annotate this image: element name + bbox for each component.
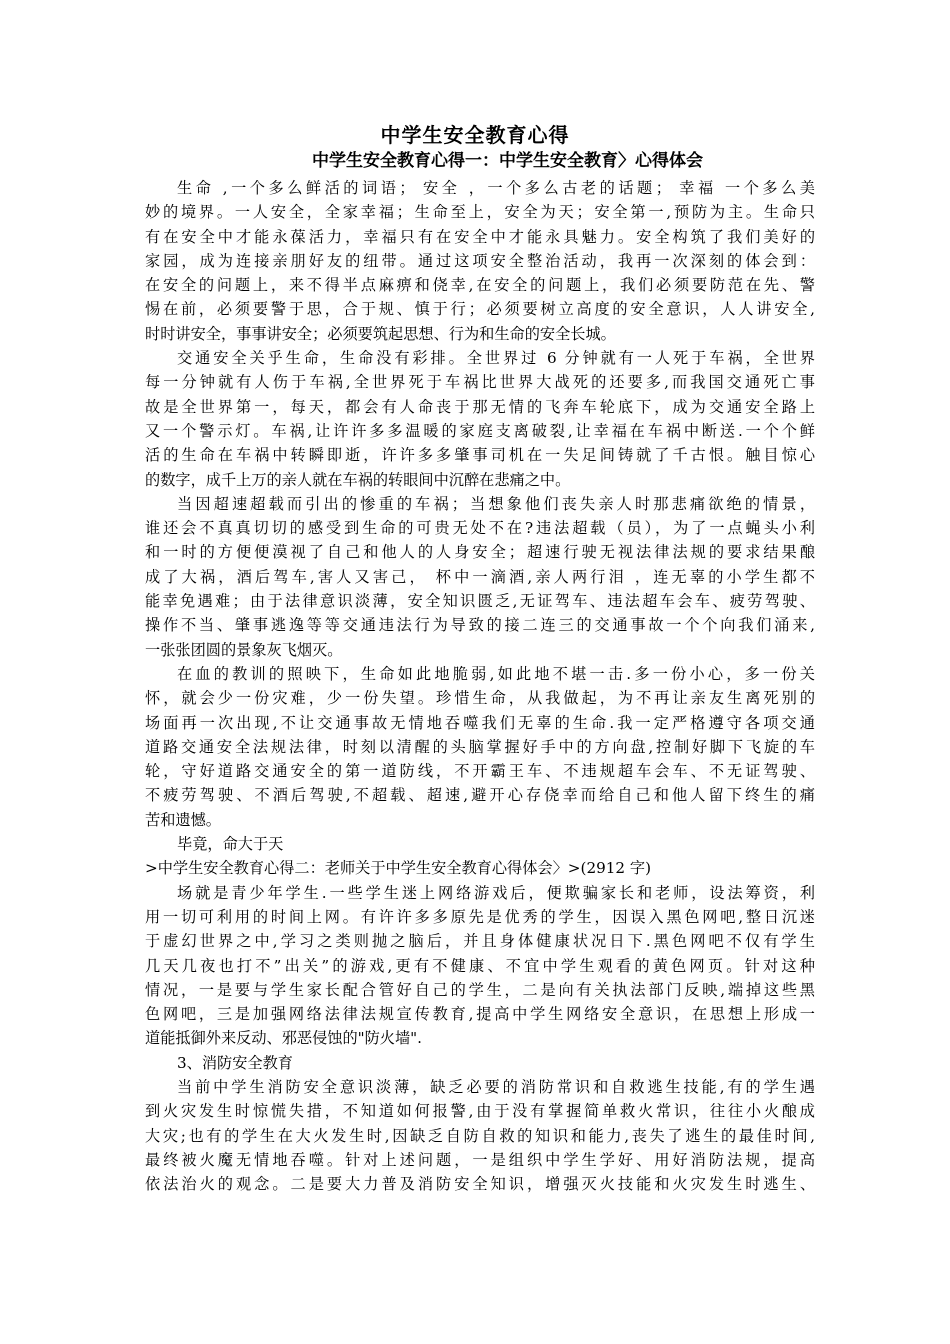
text-line: 时时讲安全，事事讲安全；必须要筑起思想、行为和生命的安全长城。 bbox=[145, 324, 616, 343]
text-line: 当因超速超载而引出的惨重的车祸；当想象他们丧失亲人时那悲痛欲绝的情景， bbox=[177, 494, 815, 513]
text-line: 活的生命在车祸中转瞬即逝，许许多多肇事司机在一失足间铸就了千古恨。触目惊心 bbox=[145, 446, 815, 465]
text-line: 故是全世界第一，每天，都会有人命丧于那无情的飞奔车轮底下，成为交通安全路上 bbox=[145, 397, 815, 416]
text-line: 操作不当、肇事逃逸等等交通违法行为导致的接二连三的交通事故一个个向我们涌来, bbox=[145, 616, 815, 635]
text-line: 于虚幻世界之中,学习之类则抛之脑后，并且身体健康状况日下.黑色网吧不仅有学生 bbox=[145, 932, 815, 951]
text-line: 又一个警示灯。车祸,让许许多多温暖的家庭支离破裂,让幸福在车祸中断送.一个个鲜 bbox=[145, 421, 815, 440]
document-title: 中学生安全教育心得 bbox=[380, 123, 570, 147]
text-line: 生命 ,一个多么鲜活的词语； 安全 ，一个多么古老的话题； 幸福 一个多么美 bbox=[177, 179, 815, 197]
text-line: 一张张团圆的景象灰飞烟灭。 bbox=[145, 640, 343, 659]
text-line: 家园，成为连接亲朋好友的纽带。通过这项安全整治活动，我再一次深刻的体会到： bbox=[145, 251, 815, 270]
text-line: 大灾;也有的学生在大火发生时,因缺乏自防自救的知识和能力,丧失了逃生的最佳时间, bbox=[145, 1126, 815, 1145]
text-line: 几天几夜也打不”出关”的游戏,更有不健康、不宜中学生观看的黄色网页。针对这种 bbox=[145, 956, 815, 975]
text-line: 有在安全中才能永葆活力，幸福只有在安全中才能永具魅力。安全构筑了我们美好的 bbox=[145, 227, 815, 246]
text-line: 场就是青少年学生.一些学生迷上网络游戏后，便欺骗家长和老师，设法筹资，利 bbox=[177, 883, 815, 902]
text-line: 毕竟，命大于天 bbox=[177, 835, 284, 854]
text-line: 色网吧，三是加强网络法律法规宣传教育,提高中学生网络安全意识，在思想上形成一 bbox=[145, 1005, 815, 1024]
text-line: 每一分钟就有人伤于车祸,全世界死于车祸比世界大战死的还要多,而我国交通死亡事 bbox=[145, 373, 815, 392]
text-line: 交通安全关乎生命，生命没有彩排。全世界过 6 分钟就有一人死于车祸，全世界 bbox=[177, 349, 815, 368]
text-line: 在血的教训的照映下，生命如此地脆弱,如此地不堪一击.多一份小心，多一份关 bbox=[177, 664, 815, 683]
text-line: 苦和遗憾。 bbox=[145, 810, 221, 829]
text-line: 最终被火魔无情地吞噬。针对上述问题，一是组织中学生学好、用好消防法规，提高 bbox=[145, 1150, 815, 1169]
text-line: 和一时的方便便漠视了自己和他人的人身安全；超速行驶无视法律法规的要求结果酿 bbox=[145, 543, 815, 562]
text-line: 到火灾发生时惊慌失措，不知道如何报警,由于没有掌握简单救火常识，往往小火酿成 bbox=[145, 1102, 815, 1121]
text-line: 怀，就会少一份灾难，少一份失望。珍惜生命，从我做起，为不再让亲友生离死别的 bbox=[145, 689, 815, 708]
text-line: >中学生安全教育心得二：老师关于中学生安全教育心得体会〉>(2912 字) bbox=[145, 859, 652, 878]
text-line: 场面再一次出现,不让交通事故无情地吞噬我们无辜的生命.我一定严格遵守各项交通 bbox=[145, 713, 815, 732]
text-line: 依法治火的观念。二是要大力普及消防安全知识，增强灭火技能和火灾发生时逃生、 bbox=[145, 1175, 815, 1194]
text-line: 妙的境界。一人安全，全家幸福；生命至上，安全为天；安全第一,预防为主。生命只 bbox=[145, 203, 815, 222]
text-line: 当前中学生消防安全意识淡薄，缺乏必要的消防常识和自救逃生技能,有的学生遇 bbox=[177, 1077, 815, 1096]
text-line: 的数字，成千上万的亲人就在车祸的转眼间中沉醉在悲痛之中。 bbox=[145, 470, 571, 489]
text-line: 不疲劳驾驶、不酒后驾驶,不超载、超速,避开心存侥幸而给自己和他人留下终生的痛 bbox=[145, 786, 815, 805]
text-line: 3、消防安全教育 bbox=[177, 1053, 293, 1072]
text-line: 轮，守好道路交通安全的第一道防线，不开霸王车、不违规超车会车、不无证驾驶、 bbox=[145, 762, 815, 781]
document-body bbox=[145, 176, 815, 1196]
text-line: 道路交通安全法规法律，时刻以清醒的头脑掌握好手中的方向盘,控制好脚下飞旋的车 bbox=[145, 737, 815, 756]
text-line: 成了大祸，酒后驾车,害人又害己， 杯中一滴酒,亲人两行泪 ，连无辜的小学生都不 bbox=[145, 567, 815, 586]
text-line: 在安全的问题上，来不得半点麻痹和侥幸,在安全的问题上，我们必须要防范在先、警 bbox=[145, 276, 815, 295]
text-line: 能幸免遇难；由于法律意识淡薄，安全知识匮乏,无证驾车、违法超车会车、疲劳驾驶、 bbox=[145, 592, 815, 611]
text-line: 情况，一是要与学生家长配合管好自己的学生，二是向有关执法部门反映,端掉这些黑 bbox=[145, 980, 815, 999]
text-line: 谁还会不真真切切的感受到生命的可贵无处不在?违法超载（员），为了一点蝇头小利 bbox=[145, 519, 815, 538]
text-line: 道能抵御外来反动、邪恶侵蚀的"防火墙". bbox=[145, 1029, 422, 1048]
document-subtitle: 中学生安全教育心得一：中学生安全教育〉心得体会 bbox=[312, 151, 703, 171]
text-line: 惕在前，必须要警于思，合于规、慎于行；必须要树立高度的安全意识，人人讲安全, bbox=[145, 300, 815, 319]
text-line: 用一切可利用的时间上网。有许许多多原先是优秀的学生，因误入黑色网吧,整日沉迷 bbox=[145, 907, 815, 926]
